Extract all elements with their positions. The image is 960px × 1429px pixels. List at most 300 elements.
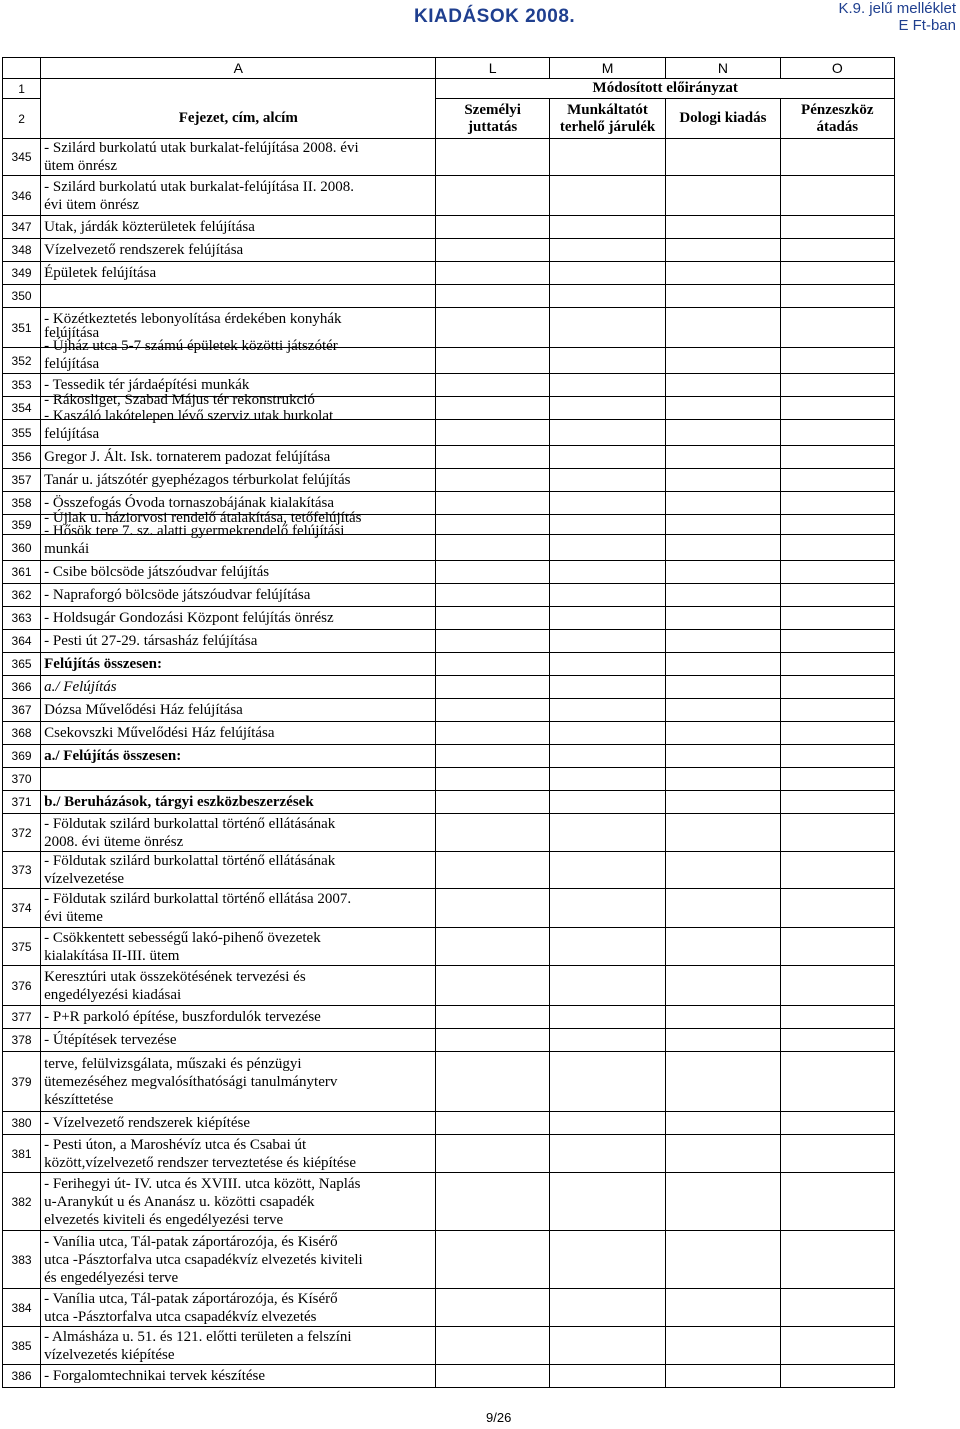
item-name-cell[interactable]: [41, 523, 436, 561]
material-expense-cell[interactable]: [666, 515, 780, 535]
personnel-cell[interactable]: [436, 374, 549, 397]
personnel-cell[interactable]: [436, 535, 549, 561]
material-expense-cell[interactable]: [666, 216, 780, 239]
item-name-cell[interactable]: [41, 285, 436, 308]
personnel-cell[interactable]: [436, 176, 549, 216]
employer-contrib-cell[interactable]: [549, 561, 665, 584]
table-row: [3, 1112, 895, 1135]
item-name-cell[interactable]: [41, 852, 436, 889]
item-name-cell[interactable]: [41, 1112, 436, 1135]
item-name-line: - Csibe bölcsöde játszóudvar felújítás: [44, 564, 270, 580]
personnel-cell[interactable]: [436, 239, 549, 262]
material-expense-cell[interactable]: [666, 262, 780, 285]
row-number[interactable]: 354: [3, 397, 41, 420]
employer-contrib-cell[interactable]: [549, 966, 665, 1006]
personnel-cell[interactable]: [436, 722, 549, 745]
column-header-l[interactable]: L: [436, 58, 549, 79]
item-name-line: - Pesti út 27-29. társasház felújítása: [44, 633, 258, 649]
row-number[interactable]: 349: [3, 262, 41, 285]
employer-contrib-cell[interactable]: [549, 262, 665, 285]
table-row: [3, 1231, 895, 1289]
item-name-cell[interactable]: [41, 814, 436, 852]
personnel-cell[interactable]: [436, 139, 549, 176]
personnel-cell[interactable]: [436, 1029, 549, 1052]
employer-contrib-cell[interactable]: [549, 1231, 665, 1289]
material-expense-cell[interactable]: [666, 928, 780, 966]
material-expense-cell[interactable]: [666, 1173, 780, 1231]
transfer-cell[interactable]: [780, 699, 894, 722]
item-name-cell[interactable]: [41, 446, 436, 469]
row-number[interactable]: 386: [3, 1365, 41, 1388]
row-number[interactable]: 366: [3, 676, 41, 699]
transfer-cell[interactable]: [780, 1112, 894, 1135]
material-expense-cell[interactable]: [666, 139, 780, 176]
personnel-cell[interactable]: [436, 397, 549, 420]
material-expense-cell[interactable]: [666, 722, 780, 745]
employer-contrib-cell[interactable]: [549, 1006, 665, 1029]
transfer-cell[interactable]: [780, 791, 894, 814]
employer-contrib-cell[interactable]: [549, 1112, 665, 1135]
material-expense-cell[interactable]: [666, 1231, 780, 1289]
row-number[interactable]: 373: [3, 852, 41, 889]
row-number[interactable]: 371: [3, 791, 41, 814]
row-number[interactable]: 375: [3, 928, 41, 966]
table-row: [3, 966, 895, 1006]
row-number[interactable]: 374: [3, 889, 41, 928]
material-expense-cell[interactable]: [666, 374, 780, 397]
row-number[interactable]: 1: [3, 79, 41, 99]
transfer-cell[interactable]: [780, 397, 894, 420]
row-number[interactable]: 353: [3, 374, 41, 397]
transfer-cell[interactable]: [780, 814, 894, 852]
transfer-cell[interactable]: [780, 928, 894, 966]
material-expense-cell[interactable]: [666, 561, 780, 584]
column-header-m[interactable]: M: [549, 58, 665, 79]
row-number[interactable]: 377: [3, 1006, 41, 1029]
employer-contrib-cell[interactable]: [549, 1052, 665, 1112]
material-expense-cell[interactable]: [666, 889, 780, 928]
item-name-line: - Csökkentett sebességű lakó-pihenő övezetek: [44, 929, 321, 946]
employer-contrib-cell[interactable]: [549, 397, 665, 420]
table-row: [3, 139, 895, 176]
employer-contrib-cell[interactable]: [549, 699, 665, 722]
personnel-cell[interactable]: [436, 699, 549, 722]
item-name-line: a./ Felújítás összesen:: [44, 748, 182, 764]
employer-contrib-cell[interactable]: [549, 239, 665, 262]
material-expense-cell[interactable]: [666, 469, 780, 492]
item-name-line: - Közétkeztetés lebonyolítása érdekében konyhák: [44, 311, 342, 327]
material-expense-cell[interactable]: [666, 607, 780, 630]
item-name-cell[interactable]: [41, 561, 436, 584]
employer-contrib-cell[interactable]: [549, 814, 665, 852]
personnel-cell[interactable]: [436, 889, 549, 928]
row-number[interactable]: 378: [3, 1029, 41, 1052]
transfer-cell[interactable]: [780, 745, 894, 768]
personnel-cell[interactable]: [436, 966, 549, 1006]
item-name-line: Dózsa Művelődési Ház felújítása: [44, 702, 243, 718]
transfer-cell[interactable]: [780, 630, 894, 653]
row-number[interactable]: 369: [3, 745, 41, 768]
employer-contrib-cell[interactable]: [549, 1327, 665, 1365]
transfer-cell[interactable]: [780, 216, 894, 239]
transfer-cell[interactable]: [780, 561, 894, 584]
employer-contrib-cell[interactable]: [549, 584, 665, 607]
row-number[interactable]: 368: [3, 722, 41, 745]
personnel-cell[interactable]: [436, 1231, 549, 1289]
personnel-cell[interactable]: [436, 1052, 549, 1112]
personnel-cell[interactable]: [436, 630, 549, 653]
material-expense-cell[interactable]: [666, 1135, 780, 1173]
material-expense-cell[interactable]: [666, 768, 780, 791]
material-expense-cell[interactable]: [666, 492, 780, 515]
table-row: [3, 535, 895, 561]
personnel-cell[interactable]: [436, 285, 549, 308]
employer-contrib-cell[interactable]: [549, 607, 665, 630]
material-expense-cell[interactable]: [666, 397, 780, 420]
item-name-line: - Rákosliget, Szabad Május tér rekonstrukció: [44, 392, 315, 408]
employer-contrib-cell[interactable]: [549, 469, 665, 492]
material-expense-cell[interactable]: [666, 1112, 780, 1135]
row-number[interactable]: 382: [3, 1173, 41, 1231]
row-number[interactable]: 358: [3, 492, 41, 515]
item-name-cell[interactable]: [41, 584, 436, 607]
personnel-cell[interactable]: [436, 262, 549, 285]
transfer-cell[interactable]: [780, 262, 894, 285]
row-number[interactable]: 381: [3, 1135, 41, 1173]
transfer-cell[interactable]: [780, 1365, 894, 1388]
material-expense-cell[interactable]: [666, 630, 780, 653]
employer-contrib-cell[interactable]: [549, 420, 665, 446]
material-expense-cell[interactable]: [666, 308, 780, 348]
personnel-cell[interactable]: [436, 515, 549, 535]
row-number[interactable]: 348: [3, 239, 41, 262]
personnel-cell[interactable]: [436, 216, 549, 239]
row-number[interactable]: 379: [3, 1052, 41, 1112]
transfer-header: Pénzeszköz átadás: [780, 99, 894, 139]
table-row: [3, 239, 895, 262]
personnel-cell[interactable]: [436, 791, 549, 814]
item-name-line: - Tessedik tér járdaépítési munkák: [44, 377, 250, 393]
item-name-cell[interactable]: [41, 791, 436, 814]
table-row: [3, 285, 895, 308]
employer-contrib-cell[interactable]: [549, 492, 665, 515]
transfer-cell[interactable]: [780, 515, 894, 535]
row-number[interactable]: 367: [3, 699, 41, 722]
item-name-cell[interactable]: [41, 768, 436, 791]
item-name-cell[interactable]: [41, 139, 436, 176]
item-name-line: Felújítás összesen:: [44, 656, 163, 672]
item-name-cell[interactable]: [41, 469, 436, 492]
row-number[interactable]: 361: [3, 561, 41, 584]
personnel-cell[interactable]: [436, 492, 549, 515]
item-name-line: - Napraforgó bölcsöde játszóudvar felújítása: [44, 587, 311, 603]
transfer-cell[interactable]: [780, 1029, 894, 1052]
material-expense-cell[interactable]: [666, 1029, 780, 1052]
personnel-cell[interactable]: [436, 928, 549, 966]
transfer-cell[interactable]: [780, 607, 894, 630]
item-name-cell[interactable]: [41, 745, 436, 768]
personnel-cell[interactable]: [436, 1327, 549, 1365]
transfer-cell[interactable]: [780, 889, 894, 928]
employer-contrib-cell[interactable]: [549, 745, 665, 768]
transfer-cell[interactable]: [780, 584, 894, 607]
transfer-cell[interactable]: [780, 676, 894, 699]
item-name-line: 2008. évi üteme önrész: [44, 833, 184, 850]
employer-contrib-cell[interactable]: [549, 1173, 665, 1231]
personnel-cell[interactable]: [436, 1365, 549, 1388]
employer-contrib-cell[interactable]: [549, 535, 665, 561]
item-name-cell[interactable]: [41, 1289, 436, 1327]
item-name-cell[interactable]: [41, 889, 436, 928]
transfer-cell[interactable]: [780, 420, 894, 446]
row-number[interactable]: 365: [3, 653, 41, 676]
column-header-n[interactable]: N: [666, 58, 780, 79]
personnel-cell[interactable]: [436, 1006, 549, 1029]
transfer-cell[interactable]: [780, 139, 894, 176]
transfer-cell[interactable]: [780, 374, 894, 397]
table-row: [3, 1029, 895, 1052]
row-number[interactable]: 384: [3, 1289, 41, 1327]
employer-contrib-cell[interactable]: [549, 285, 665, 308]
transfer-cell[interactable]: [780, 446, 894, 469]
material-expense-cell[interactable]: [666, 420, 780, 446]
item-name-cell[interactable]: [41, 1365, 436, 1388]
row-number[interactable]: 350: [3, 285, 41, 308]
row-number[interactable]: 2: [3, 99, 41, 139]
employer-contrib-cell[interactable]: [549, 515, 665, 535]
material-expense-cell[interactable]: [666, 584, 780, 607]
personnel-cell[interactable]: [436, 469, 549, 492]
row-number[interactable]: 362: [3, 584, 41, 607]
item-name-cell[interactable]: [41, 338, 436, 374]
item-name-cell[interactable]: [41, 699, 436, 722]
item-name-cell[interactable]: [41, 1052, 436, 1112]
column-header-a[interactable]: A: [41, 58, 436, 79]
transfer-cell[interactable]: [780, 852, 894, 889]
employer-contrib-cell[interactable]: [549, 1289, 665, 1327]
personnel-cell[interactable]: [436, 584, 549, 607]
transfer-cell[interactable]: [780, 492, 894, 515]
employer-contrib-cell[interactable]: [549, 852, 665, 889]
table-row: [3, 630, 895, 653]
material-expense-cell[interactable]: [666, 966, 780, 1006]
material-expense-cell[interactable]: [666, 676, 780, 699]
item-name-line: - Hősök tere 7. sz. alatti gyermekrendelő felújítási: [44, 523, 345, 539]
transfer-cell[interactable]: [780, 722, 894, 745]
table-row: [3, 1135, 895, 1173]
transfer-cell[interactable]: [780, 1135, 894, 1173]
corner-cell: [3, 58, 41, 79]
material-expense-cell[interactable]: [666, 239, 780, 262]
item-name-cell[interactable]: [41, 607, 436, 630]
table-row: [3, 1006, 895, 1029]
personnel-cell[interactable]: [436, 420, 549, 446]
item-name-line: a./ Felújítás: [44, 679, 117, 695]
transfer-cell[interactable]: [780, 1173, 894, 1231]
item-name-cell[interactable]: [41, 1173, 436, 1231]
personnel-cell[interactable]: [436, 607, 549, 630]
personnel-cell[interactable]: [436, 1135, 549, 1173]
employer-contrib-cell[interactable]: [549, 889, 665, 928]
material-expense-cell[interactable]: [666, 791, 780, 814]
transfer-cell[interactable]: [780, 469, 894, 492]
employer-contrib-cell[interactable]: [549, 722, 665, 745]
item-name-line: - Földutak szilárd burkolattal történő ellátásának: [44, 853, 336, 869]
header-cell-empty: [41, 79, 436, 99]
row-number[interactable]: 359: [3, 515, 41, 535]
item-name-cell[interactable]: [41, 722, 436, 745]
item-name-line: felújítása: [44, 426, 100, 442]
row-number[interactable]: 347: [3, 216, 41, 239]
item-name-cell[interactable]: [41, 1135, 436, 1173]
material-expense-cell[interactable]: [666, 285, 780, 308]
employer-contrib-cell[interactable]: [549, 446, 665, 469]
employer-contrib-cell[interactable]: [549, 653, 665, 676]
employer-contrib-cell[interactable]: [549, 374, 665, 397]
employer-contrib-cell[interactable]: [549, 308, 665, 348]
transfer-cell[interactable]: [780, 1006, 894, 1029]
row-number[interactable]: 383: [3, 1231, 41, 1289]
transfer-cell[interactable]: [780, 535, 894, 561]
expense-table: [2, 57, 895, 1388]
row-number[interactable]: 360: [3, 535, 41, 561]
material-expense-cell[interactable]: [666, 653, 780, 676]
material-expense-cell[interactable]: [666, 446, 780, 469]
currency-unit: E Ft-ban: [898, 17, 956, 34]
material-expense-cell[interactable]: [666, 699, 780, 722]
personnel-cell[interactable]: [436, 768, 549, 791]
material-expense-cell[interactable]: [666, 1052, 780, 1112]
transfer-cell[interactable]: [780, 348, 894, 374]
row-number[interactable]: 372: [3, 814, 41, 852]
item-name-cell[interactable]: [41, 1327, 436, 1365]
row-number[interactable]: 351: [3, 308, 41, 348]
item-name-cell[interactable]: [41, 216, 436, 239]
transfer-cell[interactable]: [780, 966, 894, 1006]
item-name-cell[interactable]: [41, 1231, 436, 1289]
item-name-cell[interactable]: [41, 966, 436, 1006]
material-expense-cell[interactable]: [666, 745, 780, 768]
row-number[interactable]: 357: [3, 469, 41, 492]
item-name-cell[interactable]: [41, 408, 436, 446]
material-expense-cell[interactable]: [666, 1327, 780, 1365]
item-name-cell[interactable]: [41, 928, 436, 966]
personnel-cell[interactable]: [436, 446, 549, 469]
employer-contrib-cell[interactable]: [549, 630, 665, 653]
item-name-line: - P+R parkoló építése, buszfordulók tervezése: [44, 1009, 321, 1025]
item-name-cell[interactable]: [41, 1006, 436, 1029]
employer-contrib-cell[interactable]: [549, 768, 665, 791]
employer-contrib-cell[interactable]: [549, 791, 665, 814]
column-header-o[interactable]: O: [780, 58, 894, 79]
item-name-cell[interactable]: [41, 176, 436, 216]
item-name-cell[interactable]: [41, 239, 436, 262]
item-name-line: vízelvezetése: [44, 871, 125, 887]
material-expense-cell[interactable]: [666, 814, 780, 852]
personnel-cell[interactable]: [436, 852, 549, 889]
employer-contrib-cell[interactable]: [549, 1135, 665, 1173]
personnel-cell[interactable]: [436, 348, 549, 374]
material-expense-cell[interactable]: [666, 852, 780, 889]
personnel-cell[interactable]: [436, 1173, 549, 1231]
row-number[interactable]: 346: [3, 176, 41, 216]
employer-contrib-cell[interactable]: [549, 928, 665, 966]
row-number[interactable]: 380: [3, 1112, 41, 1135]
row-number[interactable]: 385: [3, 1327, 41, 1365]
employer-contrib-cell[interactable]: [549, 676, 665, 699]
item-name-cell[interactable]: [41, 262, 436, 285]
row-number[interactable]: 364: [3, 630, 41, 653]
employer-contrib-cell[interactable]: [549, 1365, 665, 1388]
transfer-cell[interactable]: [780, 176, 894, 216]
material-expense-cell[interactable]: [666, 176, 780, 216]
transfer-cell[interactable]: [780, 768, 894, 791]
table-row: [3, 889, 895, 928]
transfer-cell[interactable]: [780, 285, 894, 308]
transfer-cell[interactable]: [780, 239, 894, 262]
transfer-cell[interactable]: [780, 1327, 894, 1365]
column-letter-row: [3, 58, 895, 79]
row-number[interactable]: 363: [3, 607, 41, 630]
item-name-line: - Összefogás Óvoda tornaszobájának kialakítása: [44, 495, 335, 511]
transfer-cell[interactable]: [780, 1289, 894, 1327]
employer-contrib-cell[interactable]: [549, 348, 665, 374]
material-expense-cell[interactable]: [666, 1365, 780, 1388]
item-name-cell[interactable]: [41, 1029, 436, 1052]
row-number[interactable]: 376: [3, 966, 41, 1006]
material-expense-cell[interactable]: [666, 1289, 780, 1327]
employer-contrib-cell[interactable]: [549, 139, 665, 176]
item-name-cell[interactable]: [41, 630, 436, 653]
employer-contrib-cell[interactable]: [549, 1029, 665, 1052]
row-number[interactable]: 355: [3, 420, 41, 446]
transfer-cell[interactable]: [780, 653, 894, 676]
personnel-cell[interactable]: [436, 308, 549, 348]
material-expense-cell[interactable]: [666, 348, 780, 374]
transfer-cell[interactable]: [780, 1052, 894, 1112]
personnel-cell[interactable]: [436, 814, 549, 852]
material-expense-cell[interactable]: [666, 535, 780, 561]
material-expense-cell[interactable]: [666, 1006, 780, 1029]
table-row: [3, 584, 895, 607]
item-name-cell[interactable]: [41, 676, 436, 699]
row-number[interactable]: 352: [3, 348, 41, 374]
transfer-cell[interactable]: [780, 1231, 894, 1289]
row-number[interactable]: 356: [3, 446, 41, 469]
transfer-cell[interactable]: [780, 308, 894, 348]
personnel-cell[interactable]: [436, 561, 549, 584]
item-name-line: Utak, járdák közterületek felújítása: [44, 219, 255, 235]
personnel-cell[interactable]: [436, 653, 549, 676]
employer-contrib-cell[interactable]: [549, 216, 665, 239]
annex-number: K.9. jelű melléklet: [838, 0, 956, 17]
material-expense-header: Dologi kiadás: [666, 99, 780, 139]
personnel-cell[interactable]: [436, 1289, 549, 1327]
item-name-line: - Holdsugár Gondozási Központ felújítás önrész: [44, 610, 334, 626]
item-name-line: u-Aranykút u és Ananász u. közötti csapadék: [44, 1193, 315, 1210]
row-number[interactable]: 370: [3, 768, 41, 791]
item-name-line: Keresztúri utak összekötésének tervezési és: [44, 968, 306, 985]
personnel-cell[interactable]: [436, 676, 549, 699]
item-name-line: ütemezéséhez megvalósíthatósági tanulmányterv: [44, 1073, 338, 1090]
item-name-cell[interactable]: [41, 653, 436, 676]
row-number[interactable]: 345: [3, 139, 41, 176]
personnel-cell[interactable]: [436, 745, 549, 768]
chapter-title-header: Fejezet, cím, alcím: [41, 99, 436, 139]
employer-contrib-cell[interactable]: [549, 176, 665, 216]
table-row: [3, 216, 895, 239]
personnel-cell[interactable]: [436, 1112, 549, 1135]
